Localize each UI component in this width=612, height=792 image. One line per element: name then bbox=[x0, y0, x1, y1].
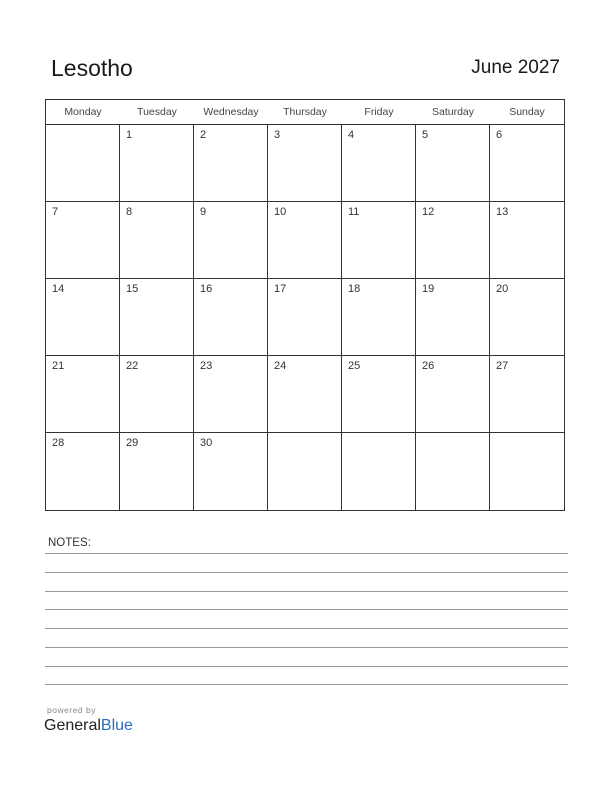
weekday-header: Friday bbox=[364, 106, 394, 118]
note-line bbox=[45, 647, 568, 648]
day-number: 20 bbox=[496, 283, 509, 295]
powered-by-label: powered by bbox=[47, 705, 96, 715]
day-cell bbox=[268, 202, 342, 279]
day-number: 4 bbox=[348, 129, 355, 141]
day-number: 9 bbox=[200, 206, 207, 218]
day-number: 30 bbox=[200, 437, 213, 449]
day-cell bbox=[490, 202, 564, 279]
day-number: 5 bbox=[422, 129, 429, 141]
note-line bbox=[45, 684, 568, 685]
note-line bbox=[45, 553, 568, 554]
day-cell bbox=[120, 279, 194, 356]
note-line bbox=[45, 572, 568, 573]
weekday-header: Thursday bbox=[283, 106, 327, 118]
weekday-header: Wednesday bbox=[203, 106, 259, 118]
day-number: 19 bbox=[422, 283, 435, 295]
day-cell bbox=[268, 433, 342, 510]
day-cell bbox=[268, 356, 342, 433]
day-number: 12 bbox=[422, 206, 435, 218]
day-cell bbox=[46, 433, 120, 510]
day-cell bbox=[194, 125, 268, 202]
day-cell bbox=[120, 125, 194, 202]
day-number: 18 bbox=[348, 283, 361, 295]
day-cell bbox=[490, 356, 564, 433]
note-line bbox=[45, 628, 568, 629]
brand-blue-text: Blue bbox=[100, 717, 133, 734]
weekday-header: Sunday bbox=[509, 106, 545, 118]
day-cell bbox=[46, 202, 120, 279]
day-number: 22 bbox=[126, 360, 139, 372]
day-number: 24 bbox=[274, 360, 287, 372]
day-cell bbox=[120, 356, 194, 433]
day-cell bbox=[46, 125, 120, 202]
day-cell bbox=[120, 202, 194, 279]
day-number: 26 bbox=[422, 360, 435, 372]
day-cell bbox=[490, 279, 564, 356]
day-number: 1 bbox=[126, 129, 133, 141]
day-cell bbox=[268, 279, 342, 356]
brand-general-text: General bbox=[44, 717, 101, 734]
day-cell bbox=[268, 125, 342, 202]
day-number: 7 bbox=[52, 206, 59, 218]
day-number: 14 bbox=[52, 283, 65, 295]
calendar-grid bbox=[45, 99, 565, 511]
day-number: 8 bbox=[126, 206, 133, 218]
notes-label: NOTES: bbox=[48, 537, 91, 549]
calendar-title: Lesotho bbox=[51, 55, 133, 81]
day-number: 15 bbox=[126, 283, 139, 295]
month-year-label: June 2027 bbox=[471, 57, 560, 78]
day-cell bbox=[342, 202, 416, 279]
day-number: 3 bbox=[274, 129, 281, 141]
day-cell bbox=[342, 279, 416, 356]
day-cell bbox=[342, 356, 416, 433]
day-number: 17 bbox=[274, 283, 287, 295]
day-number: 23 bbox=[200, 360, 213, 372]
day-cell bbox=[194, 202, 268, 279]
note-line bbox=[45, 591, 568, 592]
note-line bbox=[45, 609, 568, 610]
day-number: 29 bbox=[126, 437, 139, 449]
day-cell bbox=[46, 279, 120, 356]
day-number: 27 bbox=[496, 360, 509, 372]
day-cell bbox=[194, 433, 268, 510]
day-cell bbox=[490, 125, 564, 202]
day-cell bbox=[416, 279, 490, 356]
day-number: 16 bbox=[200, 283, 213, 295]
generalblue-logo bbox=[44, 717, 133, 735]
day-cell bbox=[342, 433, 416, 510]
note-line bbox=[45, 666, 568, 667]
day-number: 11 bbox=[348, 206, 360, 218]
day-cell bbox=[416, 433, 490, 510]
weekday-header: Monday bbox=[64, 106, 102, 118]
day-number: 2 bbox=[200, 129, 207, 141]
day-cell bbox=[120, 433, 194, 510]
day-number: 10 bbox=[274, 206, 287, 218]
day-cell bbox=[416, 202, 490, 279]
day-number: 21 bbox=[52, 360, 65, 372]
day-number: 28 bbox=[52, 437, 65, 449]
day-number: 13 bbox=[496, 206, 509, 218]
day-cell bbox=[416, 125, 490, 202]
calendar-weeks bbox=[46, 125, 564, 510]
weekday-header: Tuesday bbox=[137, 106, 177, 118]
day-cell bbox=[416, 356, 490, 433]
weekday-header: Saturday bbox=[431, 106, 475, 118]
weekday-header-row bbox=[46, 100, 564, 125]
day-cell bbox=[490, 433, 564, 510]
day-number: 6 bbox=[496, 129, 503, 141]
day-cell bbox=[194, 279, 268, 356]
day-number: 25 bbox=[348, 360, 361, 372]
day-cell bbox=[194, 356, 268, 433]
day-cell bbox=[46, 356, 120, 433]
day-cell bbox=[342, 125, 416, 202]
